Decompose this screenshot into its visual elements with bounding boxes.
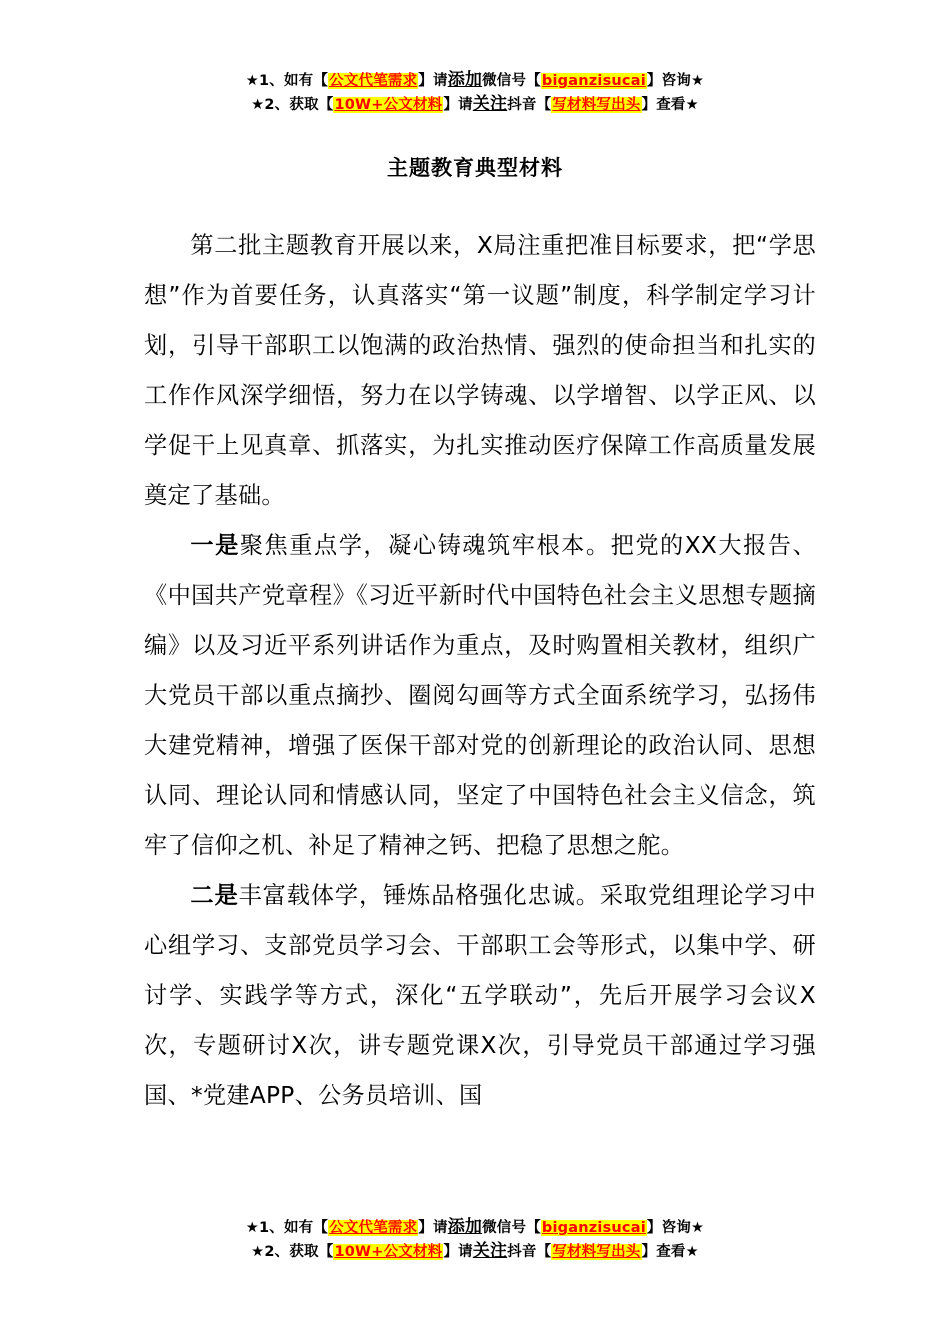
promo-text: 】请 [418,73,448,89]
promo-line-2 [0,1240,950,1264]
promo-text: 微信号【 [482,1220,541,1236]
document-title: 主题教育典型材料 [387,156,563,180]
promo-douyin-id: 写材料写出头 [552,97,641,113]
document-body [144,221,816,1121]
promo-text: 】请 [443,97,473,113]
promo-emphasis: 添加 [447,70,483,90]
point-text: 丰富载体学，锤炼品格强化忠诚。采取党组理论学习中心组学习、支部党员学习会、干部职工会等形式，以集中学、研讨学、实践学等方式，深化“五学联动”，先后开展学习会议X次，专题研讨X次，讲专题党课X次，引导党员干部通过学习强国、*党建APP、公务员培训、国 [144,882,816,1109]
promo-text: ★2、获取【 [251,1244,334,1260]
paragraph-intro: 第二批主题教育开展以来，X局注重把准目标要求，把“学思想”作为首要任务，认真落实“第一议题”制度，科学制定学习计划，引导干部职工以饱满的政治热情、强烈的使命担当和扎实的工作作风深学细悟，努力在以学铸魂、以学增智、以学正风、以学促干上见真章、抓落实，为扎实推动医疗保障工作高质量发展奠定了基础。 [144,232,816,509]
promo-highlight: 公文代笔需求 [329,73,418,89]
promo-line-1 [0,69,950,93]
promo-text: 抖音【 [507,97,552,113]
promo-text: 】查看★ [641,97,699,113]
promo-douyin-id: 写材料写出头 [552,1244,641,1260]
promo-wechat-id: biganzisucai [541,73,646,89]
promo-emphasis: 关注 [472,1241,508,1261]
promo-text: 微信号【 [482,73,541,89]
promo-text: ★2、获取【 [251,97,334,113]
promo-emphasis: 添加 [447,1217,483,1237]
point-text: 聚焦重点学，凝心铸魂筑牢根本。把党的XX大报告、《中国共产党章程》《习近平新时代中国特色社会主义思想专题摘编》以及习近平系列讲话作为重点，及时购置相关教材，组织广大党员干部以重点摘抄、圈阅勾画等方式全面系统学习，弘扬伟大建党精神，增强了医保干部对党的创新理论的政治认同、思想认同、理论认同和情感认同，坚定了中国特色社会主义信念，筑牢了信仰之机、补足了精神之钙、把稳了思想之舵。 [144,532,816,859]
promo-emphasis: 关注 [472,94,508,114]
promo-line-1 [0,1216,950,1240]
promo-text: ★1、如有【 [245,1220,329,1236]
promo-line-2 [0,93,950,117]
promo-text: 】请 [418,1220,448,1236]
promo-text: ★1、如有【 [245,73,329,89]
promo-text: 】请 [443,1244,473,1260]
promo-highlight: 10W+公文材料 [334,97,443,113]
promo-banner-bottom [0,1216,950,1264]
promo-wechat-id: biganzisucai [541,1220,646,1236]
promo-text: 】咨询★ [646,1220,705,1236]
promo-highlight: 公文代笔需求 [329,1220,418,1236]
promo-text: 】查看★ [641,1244,699,1260]
paragraph-point-two [144,871,816,1121]
promo-text: 抖音【 [507,1244,552,1260]
promo-banner-top [0,69,950,117]
point-lead: 二是 [190,882,239,909]
promo-text: 】咨询★ [646,73,705,89]
point-lead: 一是 [190,532,240,559]
paragraph-point-one [144,521,816,871]
promo-highlight: 10W+公文材料 [334,1244,443,1260]
